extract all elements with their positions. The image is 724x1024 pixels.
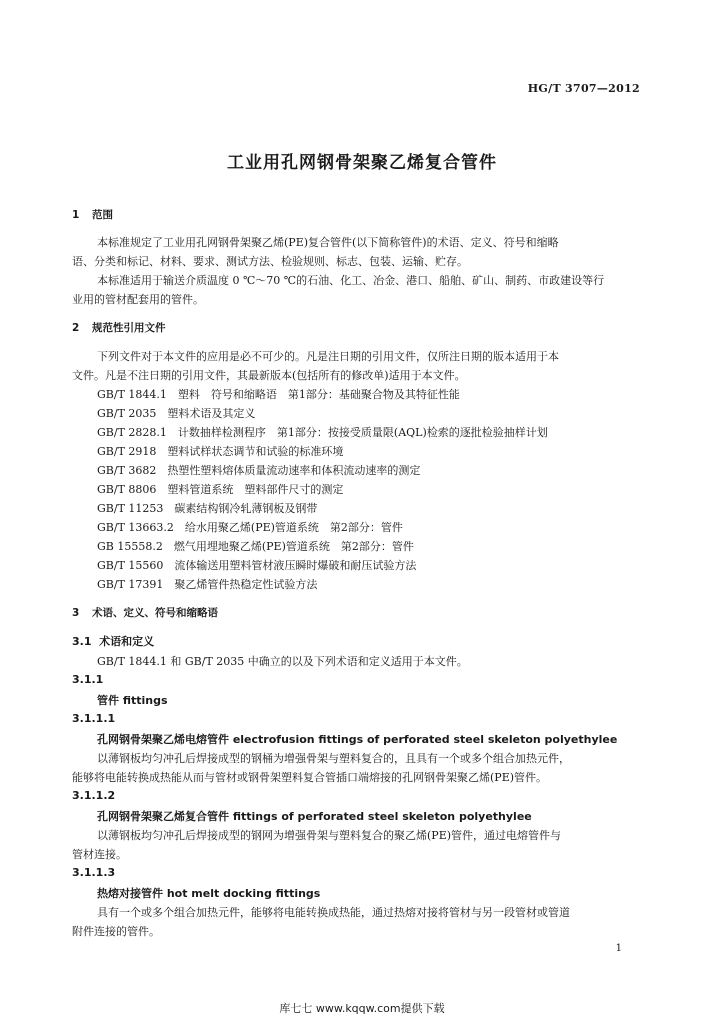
section-number: 2 <box>72 322 80 334</box>
paragraph-line: 本标准适用于输送介质温度 0 ℃～70 ℃的石油、化工、冶金、港口、船舶、矿山、制药、市政建设等行 <box>97 274 605 287</box>
reference-item: GB/T 13663.2 给水用聚乙烯(PE)管道系统 第2部分：管件 <box>97 521 403 534</box>
document-title: 工业用孔网钢骨架聚乙烯复合管件 <box>227 153 497 173</box>
clause-number: 3.1.1.1 <box>72 712 116 725</box>
definition-line: 管材连接。 <box>72 848 127 861</box>
subsection-3-1-heading <box>72 633 154 649</box>
section-3-heading <box>72 605 218 620</box>
reference-item: GB/T 8806 塑料管道系统 塑料部件尺寸的测定 <box>97 483 344 496</box>
clause-number: 3.1.1.2 <box>72 789 116 802</box>
reference-item: GB/T 17391 聚乙烯管件热稳定性试验方法 <box>97 578 318 591</box>
term-entry: 孔网钢骨架聚乙烯复合管件 fittings of perforated steel skeleton polyethylee <box>97 810 532 823</box>
reference-item: GB/T 11253 碳素结构钢冷轧薄钢板及钢带 <box>97 502 318 515</box>
clause-number: 3.1.1 <box>72 673 104 686</box>
definition-line: 具有一个或多个组合加热元件，能够将电能转换成热能，通过热熔对接将管材与另一段管材或管道 <box>97 906 570 919</box>
section-number: 1 <box>72 209 80 221</box>
reference-item: GB/T 15560 流体输送用塑料管材液压瞬时爆破和耐压试验方法 <box>97 559 417 572</box>
paragraph-line: GB/T 1844.1 和 GB/T 2035 中确立的以及下列术语和定义适用于本文件。 <box>97 655 468 668</box>
term-entry: 热熔对接管件 hot melt docking fittings <box>97 887 321 900</box>
reference-item: GB 15558.2 燃气用埋地聚乙烯(PE)管道系统 第2部分：管件 <box>97 540 414 553</box>
definition-line: 附件连接的管件。 <box>72 925 160 938</box>
paragraph-line: 下列文件对于本文件的应用是必不可少的。凡是注日期的引用文件，仅所注日期的版本适用于本 <box>97 350 559 363</box>
reference-item: GB/T 2828.1 计数抽样检测程序 第1部分：按接受质量限(AQL)检索的逐批检验抽样计划 <box>97 426 548 439</box>
section-number: 3 <box>72 607 80 619</box>
section-2-heading <box>72 320 166 335</box>
subsection-number: 3.1 <box>72 635 92 648</box>
subsection-title: 术语和定义 <box>99 635 155 648</box>
reference-item: GB/T 2035 塑料术语及其定义 <box>97 407 256 420</box>
term-entry: 管件 fittings <box>97 694 168 707</box>
term-entry: 孔网钢骨架聚乙烯电熔管件 electrofusion fittings of perforated steel skeleton polyethylee <box>97 733 618 746</box>
paragraph-line: 语、分类和标记、材料、要求、测试方法、检验规则、标志、包装、运输、贮存。 <box>72 255 468 268</box>
reference-item: GB/T 2918 塑料试样状态调节和试验的标准环境 <box>97 445 344 458</box>
standard-code: HG/T 3707—2012 <box>527 82 640 95</box>
definition-line: 能够将电能转换成热能从而与管材或钢骨架塑料复合管插口端熔接的孔网钢骨架聚乙烯(PE)管件。 <box>72 771 548 784</box>
download-footer: 库七七 www.kqqw.com提供下载 <box>279 1002 445 1015</box>
clause-number: 3.1.1.3 <box>72 866 116 879</box>
paragraph-line: 业用的管材配套用的管件。 <box>72 293 204 306</box>
section-title: 范围 <box>92 209 113 221</box>
section-title: 规范性引用文件 <box>92 322 166 334</box>
reference-item: GB/T 1844.1 塑料 符号和缩略语 第1部分：基础聚合物及其特征性能 <box>97 388 460 401</box>
definition-line: 以薄钢板均匀冲孔后焊接成型的钢网为增强骨架与塑料复合的聚乙烯(PE)管件，通过电熔管件与 <box>97 829 562 842</box>
reference-item: GB/T 3682 热塑性塑料熔体质量流动速率和体积流动速率的测定 <box>97 464 421 477</box>
definition-line: 以薄钢板均匀冲孔后焊接成型的钢桶为增强骨架与塑料复合的，且具有一个或多个组合加热元件， <box>97 752 570 765</box>
page-number: 1 <box>615 943 622 954</box>
paragraph-line: 本标准规定了工业用孔网钢骨架聚乙烯(PE)复合管件(以下简称管件)的术语、定义、符号和缩略 <box>97 236 559 249</box>
paragraph-line: 文件。凡是不注日期的引用文件，其最新版本(包括所有的修改单)适用于本文件。 <box>72 369 466 382</box>
section-1-heading <box>72 207 113 222</box>
section-title: 术语、定义、符号和缩略语 <box>92 607 218 619</box>
